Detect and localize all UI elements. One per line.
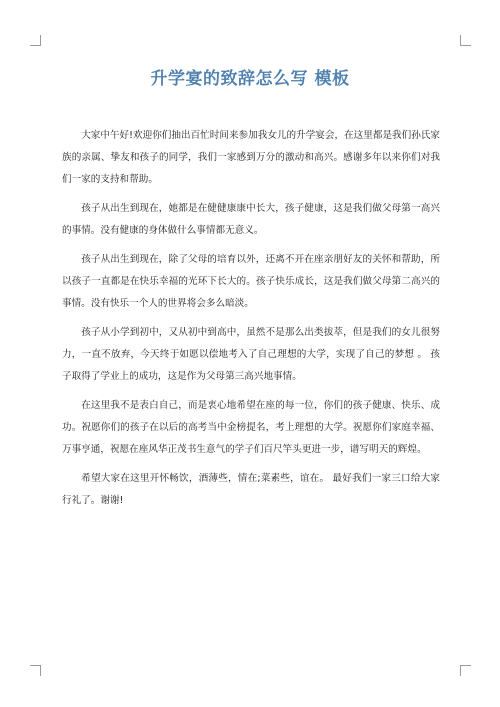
- crop-mark-top-left: [30, 35, 41, 46]
- paragraph-2: 孩子从出生到现在，她都是在健健康康中长大，孩子健康，这是我们做父母第一高兴的事情。没有健康的身体做什么事情都无意义。: [62, 203, 440, 236]
- paragraph-3: 孩子从出生到现在，除了父母的培育以外，还离不开在座亲朋好友的关怀和帮助，所以孩子一直都是在快乐幸福的光环下长大的。孩子快乐成长，这是我们做父母第二高兴的事情。没有快乐一个人的世界将会多么暗淡。: [62, 254, 440, 309]
- crop-mark-top-right: [460, 35, 471, 46]
- crop-mark-bottom-right: [460, 665, 471, 676]
- paragraph-4: 孩子从小学到初中，又从初中到高中，虽然不是那么出类拔萃，但是我们的女儿很努力，一直不放弃，今天终于如愿以偿地考入了自己理想的大学，实现了自己的梦想 。 孩子取得了学业上的成功，这是作为父母第三高兴地事情。: [62, 327, 440, 382]
- document-body: [62, 125, 440, 519]
- paragraph-6: 希望大家在这里开怀畅饮，酒薄些，情在;菜素些，谊在。 最好我们一家三口给大家行礼了。谢谢!: [62, 473, 440, 506]
- paragraph-1: 大家中午好!欢迎你们抽出百忙时间来参加我女儿的升学宴会，在这里都是我们孙氏家族的亲属、挚友和孩子的同学，我们一家感到万分的激动和高兴。感谢多年以来你们对我们一家的支持和帮助。: [62, 130, 441, 185]
- document-title: 升学宴的致辞怎么写 模板: [150, 69, 350, 89]
- paragraph-5: 在这里我不是表白自己，而是衷心地希望在座的每一位，你们的孩子健康、快乐、成功。祝愿你们的孩子在以后的高考当中金榜提名，考上理想的大学。祝愿你们家庭幸福、万事亨通，祝愿在座风华正茂书生意气的学子们百尺竿头更进一步，谱写明天的辉煌。: [62, 400, 440, 455]
- crop-mark-bottom-left: [30, 665, 41, 676]
